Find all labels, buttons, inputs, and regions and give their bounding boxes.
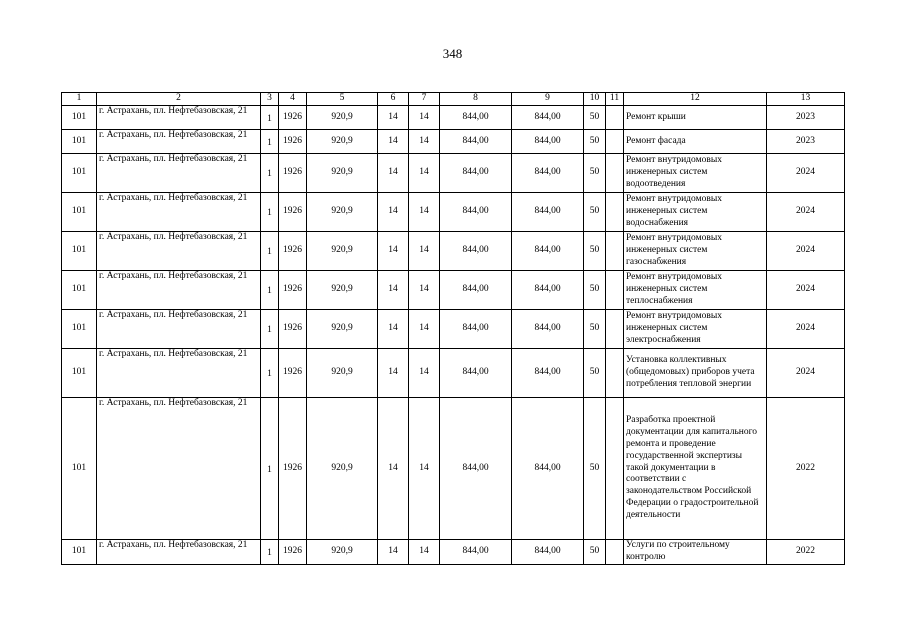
house-number-cell: 101 [62,271,97,310]
year-built-cell: 1926 [279,154,307,193]
year-cell: 2024 [767,310,845,349]
col11-cell [606,106,624,130]
floors-cell: 1 [261,232,279,271]
column-header: 9 [512,93,584,106]
year-built-cell: 1926 [279,232,307,271]
address-cell: г. Астрахань, пл. Нефтебазовская, 21 [97,271,261,310]
table-row [62,106,845,130]
col10-cell: 50 [584,106,606,130]
cost-limit-cell: 844,00 [512,154,584,193]
work-type-cell: Ремонт внутридомовых инженерных систем теплоснабжения [624,271,767,310]
year-built-cell: 1926 [279,398,307,540]
table-row [62,349,845,398]
house-number-cell: 101 [62,540,97,565]
column-header: 10 [584,93,606,106]
column-header: 2 [97,93,261,106]
address-cell: г. Астрахань, пл. Нефтебазовская, 21 [97,154,261,193]
col11-cell [606,349,624,398]
cost-limit-cell: 844,00 [512,271,584,310]
cost-limit-cell: 844,00 [512,540,584,565]
col11-cell [606,193,624,232]
col6-cell: 14 [378,130,409,154]
house-number-cell: 101 [62,232,97,271]
house-number-cell: 101 [62,398,97,540]
year-built-cell: 1926 [279,130,307,154]
house-number-cell: 101 [62,154,97,193]
column-header: 6 [378,93,409,106]
cost-limit-cell: 844,00 [512,193,584,232]
address-cell: г. Астрахань, пл. Нефтебазовская, 21 [97,130,261,154]
year-cell: 2023 [767,130,845,154]
area-cell: 920,9 [307,193,378,232]
col10-cell: 50 [584,130,606,154]
floors-cell: 1 [261,130,279,154]
page-number: 348 [442,46,463,61]
floors-cell: 1 [261,349,279,398]
work-type-cell: Установка коллективных (общедомовых) приборов учета потребления тепловой энергии [624,349,767,398]
col11-cell [606,154,624,193]
work-type-cell: Разработка проектной документации для капитального ремонта и проведение государственной экспертизы такой документации в соответствии с законодательством Российской Федерации о градостроительной деятельности [624,398,767,540]
address-cell: г. Астрахань, пл. Нефтебазовская, 21 [97,193,261,232]
table-row [62,154,845,193]
col10-cell: 50 [584,193,606,232]
column-header: 3 [261,93,279,106]
floors-cell: 1 [261,193,279,232]
year-cell: 2024 [767,232,845,271]
cost-cell: 844,00 [440,349,512,398]
col7-cell: 14 [409,106,440,130]
year-built-cell: 1926 [279,271,307,310]
cost-limit-cell: 844,00 [512,232,584,271]
year-cell: 2024 [767,271,845,310]
col7-cell: 14 [409,398,440,540]
column-header: 8 [440,93,512,106]
column-header: 4 [279,93,307,106]
col6-cell: 14 [378,232,409,271]
work-type-cell: Ремонт внутридомовых инженерных систем водоотведения [624,154,767,193]
cost-cell: 844,00 [440,106,512,130]
work-type-cell: Ремонт внутридомовых инженерных систем электроснабжения [624,310,767,349]
house-number-cell: 101 [62,193,97,232]
area-cell: 920,9 [307,154,378,193]
col6-cell: 14 [378,398,409,540]
cost-limit-cell: 844,00 [512,310,584,349]
year-cell: 2022 [767,540,845,565]
year-cell: 2024 [767,154,845,193]
work-type-cell: Ремонт крыши [624,106,767,130]
column-header: 7 [409,93,440,106]
floors-cell: 1 [261,154,279,193]
area-cell: 920,9 [307,130,378,154]
area-cell: 920,9 [307,106,378,130]
col6-cell: 14 [378,193,409,232]
column-header: 13 [767,93,845,106]
area-cell: 920,9 [307,310,378,349]
cost-limit-cell: 844,00 [512,130,584,154]
col7-cell: 14 [409,310,440,349]
address-cell: г. Астрахань, пл. Нефтебазовская, 21 [97,310,261,349]
col10-cell: 50 [584,310,606,349]
cost-cell: 844,00 [440,310,512,349]
col7-cell: 14 [409,349,440,398]
year-built-cell: 1926 [279,106,307,130]
year-built-cell: 1926 [279,349,307,398]
cost-cell: 844,00 [440,232,512,271]
column-header: 12 [624,93,767,106]
house-number-cell: 101 [62,310,97,349]
col10-cell: 50 [584,349,606,398]
address-cell: г. Астрахань, пл. Нефтебазовская, 21 [97,540,261,565]
year-cell: 2022 [767,398,845,540]
col10-cell: 50 [584,154,606,193]
address-cell: г. Астрахань, пл. Нефтебазовская, 21 [97,349,261,398]
col7-cell: 14 [409,232,440,271]
cost-limit-cell: 844,00 [512,398,584,540]
col11-cell [606,232,624,271]
work-type-cell: Услуги по строительному контролю [624,540,767,565]
house-number-cell: 101 [62,106,97,130]
col6-cell: 14 [378,310,409,349]
address-cell: г. Астрахань, пл. Нефтебазовская, 21 [97,398,261,540]
col6-cell: 14 [378,154,409,193]
column-header: 1 [62,93,97,106]
col6-cell: 14 [378,540,409,565]
table-row [62,193,845,232]
col6-cell: 14 [378,106,409,130]
col6-cell: 14 [378,271,409,310]
cost-cell: 844,00 [440,154,512,193]
col7-cell: 14 [409,130,440,154]
table-row [62,310,845,349]
column-header: 11 [606,93,624,106]
cost-cell: 844,00 [440,398,512,540]
col11-cell [606,130,624,154]
area-cell: 920,9 [307,540,378,565]
col6-cell: 14 [378,349,409,398]
year-built-cell: 1926 [279,193,307,232]
col10-cell: 50 [584,398,606,540]
work-type-cell: Ремонт внутридомовых инженерных систем газоснабжения [624,232,767,271]
table-row [62,130,845,154]
area-cell: 920,9 [307,398,378,540]
year-cell: 2023 [767,106,845,130]
col11-cell [606,398,624,540]
col7-cell: 14 [409,193,440,232]
table-row [62,232,845,271]
year-cell: 2024 [767,349,845,398]
header-row [62,93,845,106]
col10-cell: 50 [584,232,606,271]
address-cell: г. Астрахань, пл. Нефтебазовская, 21 [97,106,261,130]
cost-cell: 844,00 [440,540,512,565]
cost-limit-cell: 844,00 [512,106,584,130]
col7-cell: 14 [409,154,440,193]
floors-cell: 1 [261,310,279,349]
work-type-cell: Ремонт фасада [624,130,767,154]
floors-cell: 1 [261,271,279,310]
work-type-cell: Ремонт внутридомовых инженерных систем водоснабжения [624,193,767,232]
col11-cell [606,540,624,565]
floors-cell: 1 [261,106,279,130]
cost-limit-cell: 844,00 [512,349,584,398]
area-cell: 920,9 [307,271,378,310]
repair-schedule-table [61,92,845,565]
col11-cell [606,310,624,349]
house-number-cell: 101 [62,349,97,398]
year-cell: 2024 [767,193,845,232]
col10-cell: 50 [584,540,606,565]
house-number-cell: 101 [62,130,97,154]
table-row [62,398,845,540]
area-cell: 920,9 [307,349,378,398]
year-built-cell: 1926 [279,540,307,565]
floors-cell: 1 [261,540,279,565]
col7-cell: 14 [409,271,440,310]
table-row [62,271,845,310]
column-header: 5 [307,93,378,106]
cost-cell: 844,00 [440,130,512,154]
col10-cell: 50 [584,271,606,310]
year-built-cell: 1926 [279,310,307,349]
address-cell: г. Астрахань, пл. Нефтебазовская, 21 [97,232,261,271]
table-row [62,540,845,565]
floors-cell: 1 [261,398,279,540]
col11-cell [606,271,624,310]
area-cell: 920,9 [307,232,378,271]
cost-cell: 844,00 [440,193,512,232]
cost-cell: 844,00 [440,271,512,310]
col7-cell: 14 [409,540,440,565]
